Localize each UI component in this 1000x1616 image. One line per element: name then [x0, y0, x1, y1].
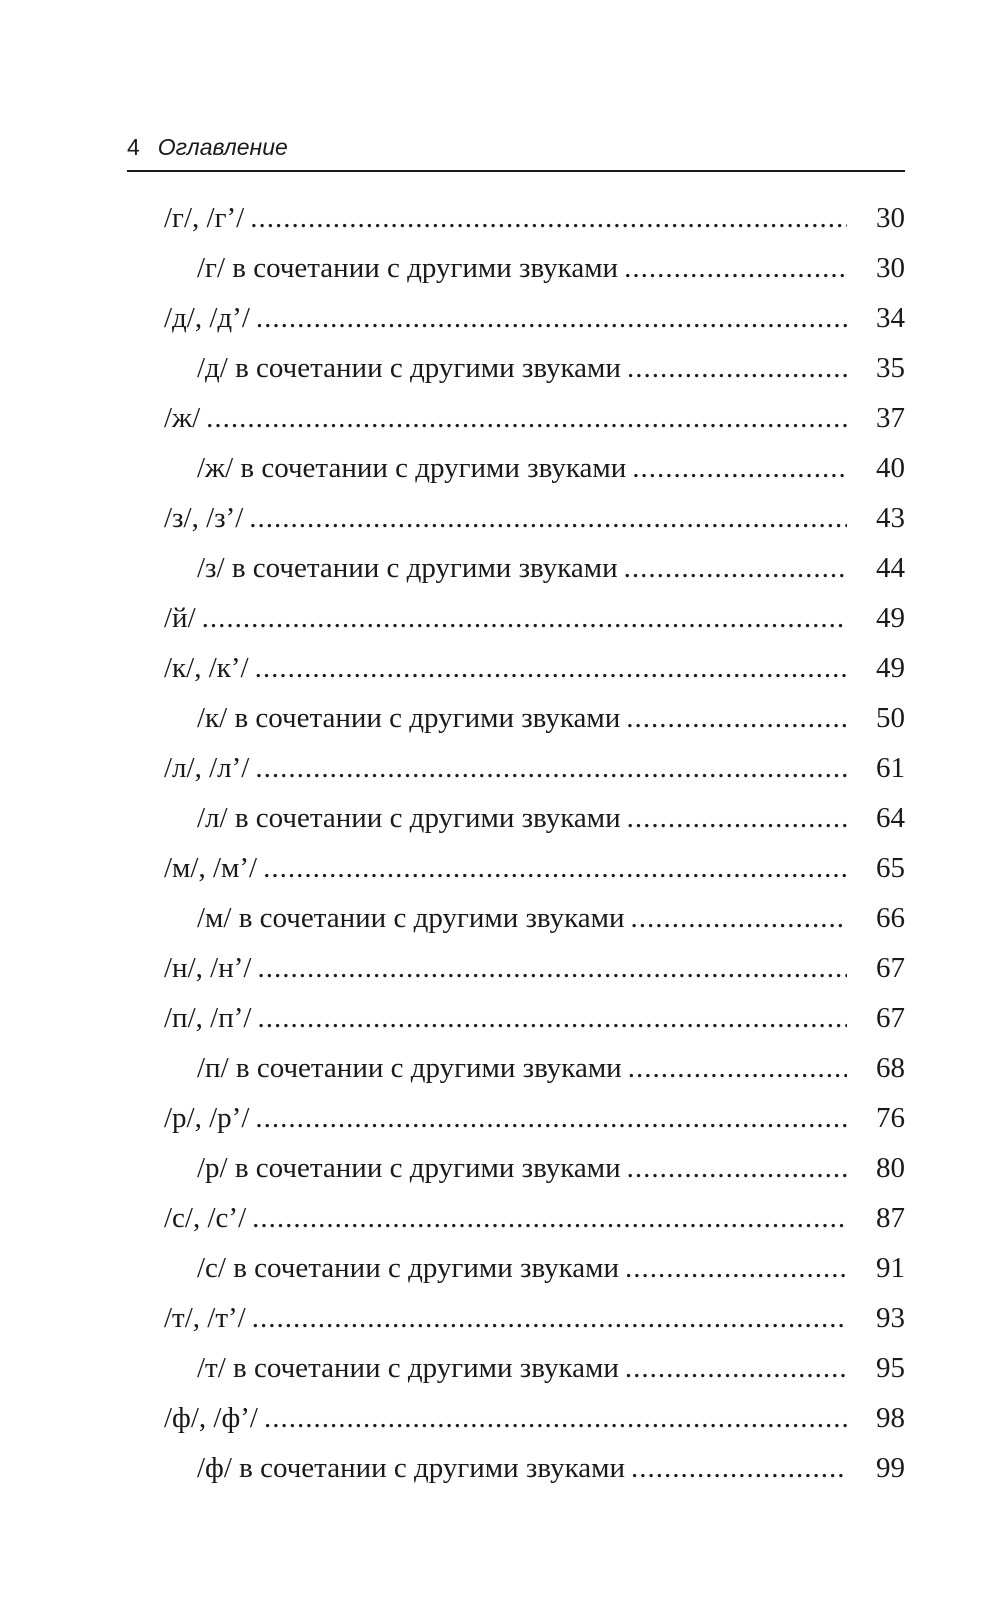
toc-entry-label: /ж/ — [164, 402, 201, 434]
toc-leader-dots — [627, 343, 847, 393]
toc-entry-label: /к/, /к’/ — [164, 652, 249, 684]
toc-entry[interactable] — [164, 193, 905, 243]
toc-leader-dots — [264, 1393, 847, 1443]
running-head — [127, 132, 905, 172]
section-title: Оглавление — [157, 134, 288, 160]
toc-leader-dots — [249, 493, 847, 543]
toc-leader-dots — [255, 743, 847, 793]
toc-entry[interactable] — [164, 393, 905, 443]
toc-entry[interactable] — [164, 743, 905, 793]
toc-entry-label: /л/ в сочетании с другими звуками — [197, 802, 621, 834]
toc-entry[interactable] — [164, 293, 905, 343]
toc-entry-page: 98 — [876, 1402, 905, 1434]
toc-entry[interactable] — [164, 1443, 905, 1493]
toc-entry-label: /т/, /т’/ — [164, 1302, 246, 1334]
toc-entry-label: /р/, /р’/ — [164, 1102, 250, 1134]
toc-entry-label: /ж/ в сочетании с другими звуками — [197, 452, 627, 484]
toc-leader-dots — [625, 1243, 847, 1293]
toc-entry[interactable] — [164, 1043, 905, 1093]
toc-entry-label: /п/, /п’/ — [164, 1002, 252, 1034]
toc-entry[interactable] — [164, 793, 905, 843]
page-number: 4 — [127, 134, 140, 160]
toc-entry[interactable] — [164, 1143, 905, 1193]
toc-leader-dots — [624, 243, 847, 293]
toc-entry-page: 67 — [876, 1002, 905, 1034]
toc-entry[interactable] — [164, 693, 905, 743]
toc-entry-label: /й/ — [164, 602, 196, 634]
toc-entry[interactable] — [164, 1193, 905, 1243]
toc-entry[interactable] — [164, 1343, 905, 1393]
toc-leader-dots — [627, 1143, 847, 1193]
toc-entry[interactable] — [164, 543, 905, 593]
toc-entry-page: 35 — [876, 352, 905, 384]
toc-entry[interactable] — [164, 443, 905, 493]
toc-entry-label: /г/, /г’/ — [164, 202, 245, 234]
toc-entry[interactable] — [164, 1393, 905, 1443]
toc-entry-page: 50 — [876, 702, 905, 734]
toc-entry-page: 30 — [876, 202, 905, 234]
toc-entry-page: 34 — [876, 302, 905, 334]
toc-leader-dots — [628, 1043, 847, 1093]
toc-entry-page: 66 — [876, 902, 905, 934]
toc-entry-page: 65 — [876, 852, 905, 884]
toc-entry-label: /д/, /д’/ — [164, 302, 250, 334]
toc-entry-label: /з/ в сочетании с другими звуками — [197, 552, 618, 584]
toc-entry-label: /л/, /л’/ — [164, 752, 250, 784]
toc-entry-page: 68 — [876, 1052, 905, 1084]
toc-entry-page: 99 — [876, 1452, 905, 1484]
toc-entry-page: 49 — [876, 652, 905, 684]
toc-entry-page: 93 — [876, 1302, 905, 1334]
toc-leader-dots — [632, 443, 847, 493]
toc-entry[interactable] — [164, 943, 905, 993]
toc-entry[interactable] — [164, 1093, 905, 1143]
toc-leader-dots — [257, 943, 847, 993]
table-of-contents — [164, 193, 905, 1493]
toc-entry-page: 87 — [876, 1202, 905, 1234]
toc-entry[interactable] — [164, 493, 905, 543]
toc-leader-dots — [625, 1343, 847, 1393]
toc-entry[interactable] — [164, 1243, 905, 1293]
toc-entry-page: 76 — [876, 1102, 905, 1134]
toc-entry[interactable] — [164, 643, 905, 693]
toc-entry-page: 80 — [876, 1152, 905, 1184]
toc-entry-label: /ф/ в сочетании с другими звуками — [197, 1452, 625, 1484]
toc-entry-label: /к/ в сочетании с другими звуками — [197, 702, 621, 734]
toc-entry-label: /т/ в сочетании с другими звуками — [197, 1352, 619, 1384]
toc-leader-dots — [263, 843, 847, 893]
toc-leader-dots — [206, 393, 847, 443]
toc-entry[interactable] — [164, 893, 905, 943]
toc-entry-label: /д/ в сочетании с другими звуками — [197, 352, 621, 384]
toc-leader-dots — [250, 193, 847, 243]
toc-entry-label: /п/ в сочетании с другими звуками — [197, 1052, 622, 1084]
toc-entry[interactable] — [164, 343, 905, 393]
toc-entry-label: /ф/, /ф’/ — [164, 1402, 258, 1434]
toc-leader-dots — [252, 1193, 847, 1243]
toc-entry-page: 37 — [876, 402, 905, 434]
toc-entry-page: 49 — [876, 602, 905, 634]
toc-entry-label: /р/ в сочетании с другими звуками — [197, 1152, 621, 1184]
toc-entry-label: /н/, /н’/ — [164, 952, 252, 984]
toc-leader-dots — [255, 1093, 847, 1143]
toc-entry-label: /с/ в сочетании с другими звуками — [197, 1252, 620, 1284]
toc-leader-dots — [255, 643, 847, 693]
toc-leader-dots — [624, 543, 847, 593]
toc-entry-page: 61 — [876, 752, 905, 784]
toc-entry[interactable] — [164, 243, 905, 293]
toc-entry-label: /г/ в сочетании с другими звуками — [197, 252, 619, 284]
toc-entry[interactable] — [164, 593, 905, 643]
toc-entry-page: 40 — [876, 452, 905, 484]
toc-leader-dots — [627, 793, 847, 843]
toc-entry-label: /з/, /з’/ — [164, 502, 244, 534]
toc-entry-label: /м/ в сочетании с другими звуками — [197, 902, 625, 934]
toc-entry[interactable] — [164, 1293, 905, 1343]
toc-entry-page: 91 — [876, 1252, 905, 1284]
toc-leader-dots — [202, 593, 847, 643]
toc-entry[interactable] — [164, 993, 905, 1043]
toc-leader-dots — [631, 1443, 847, 1493]
toc-leader-dots — [252, 1293, 847, 1343]
toc-entry[interactable] — [164, 843, 905, 893]
toc-entry-page: 95 — [876, 1352, 905, 1384]
toc-entry-label: /с/, /с’/ — [164, 1202, 247, 1234]
toc-leader-dots — [256, 293, 847, 343]
toc-entry-page: 64 — [876, 802, 905, 834]
toc-leader-dots — [631, 893, 847, 943]
toc-entry-page: 67 — [876, 952, 905, 984]
toc-entry-page: 44 — [876, 552, 905, 584]
toc-entry-label: /м/, /м’/ — [164, 852, 258, 884]
toc-leader-dots — [626, 693, 847, 743]
toc-entry-page: 43 — [876, 502, 905, 534]
toc-leader-dots — [257, 993, 847, 1043]
toc-entry-page: 30 — [876, 252, 905, 284]
